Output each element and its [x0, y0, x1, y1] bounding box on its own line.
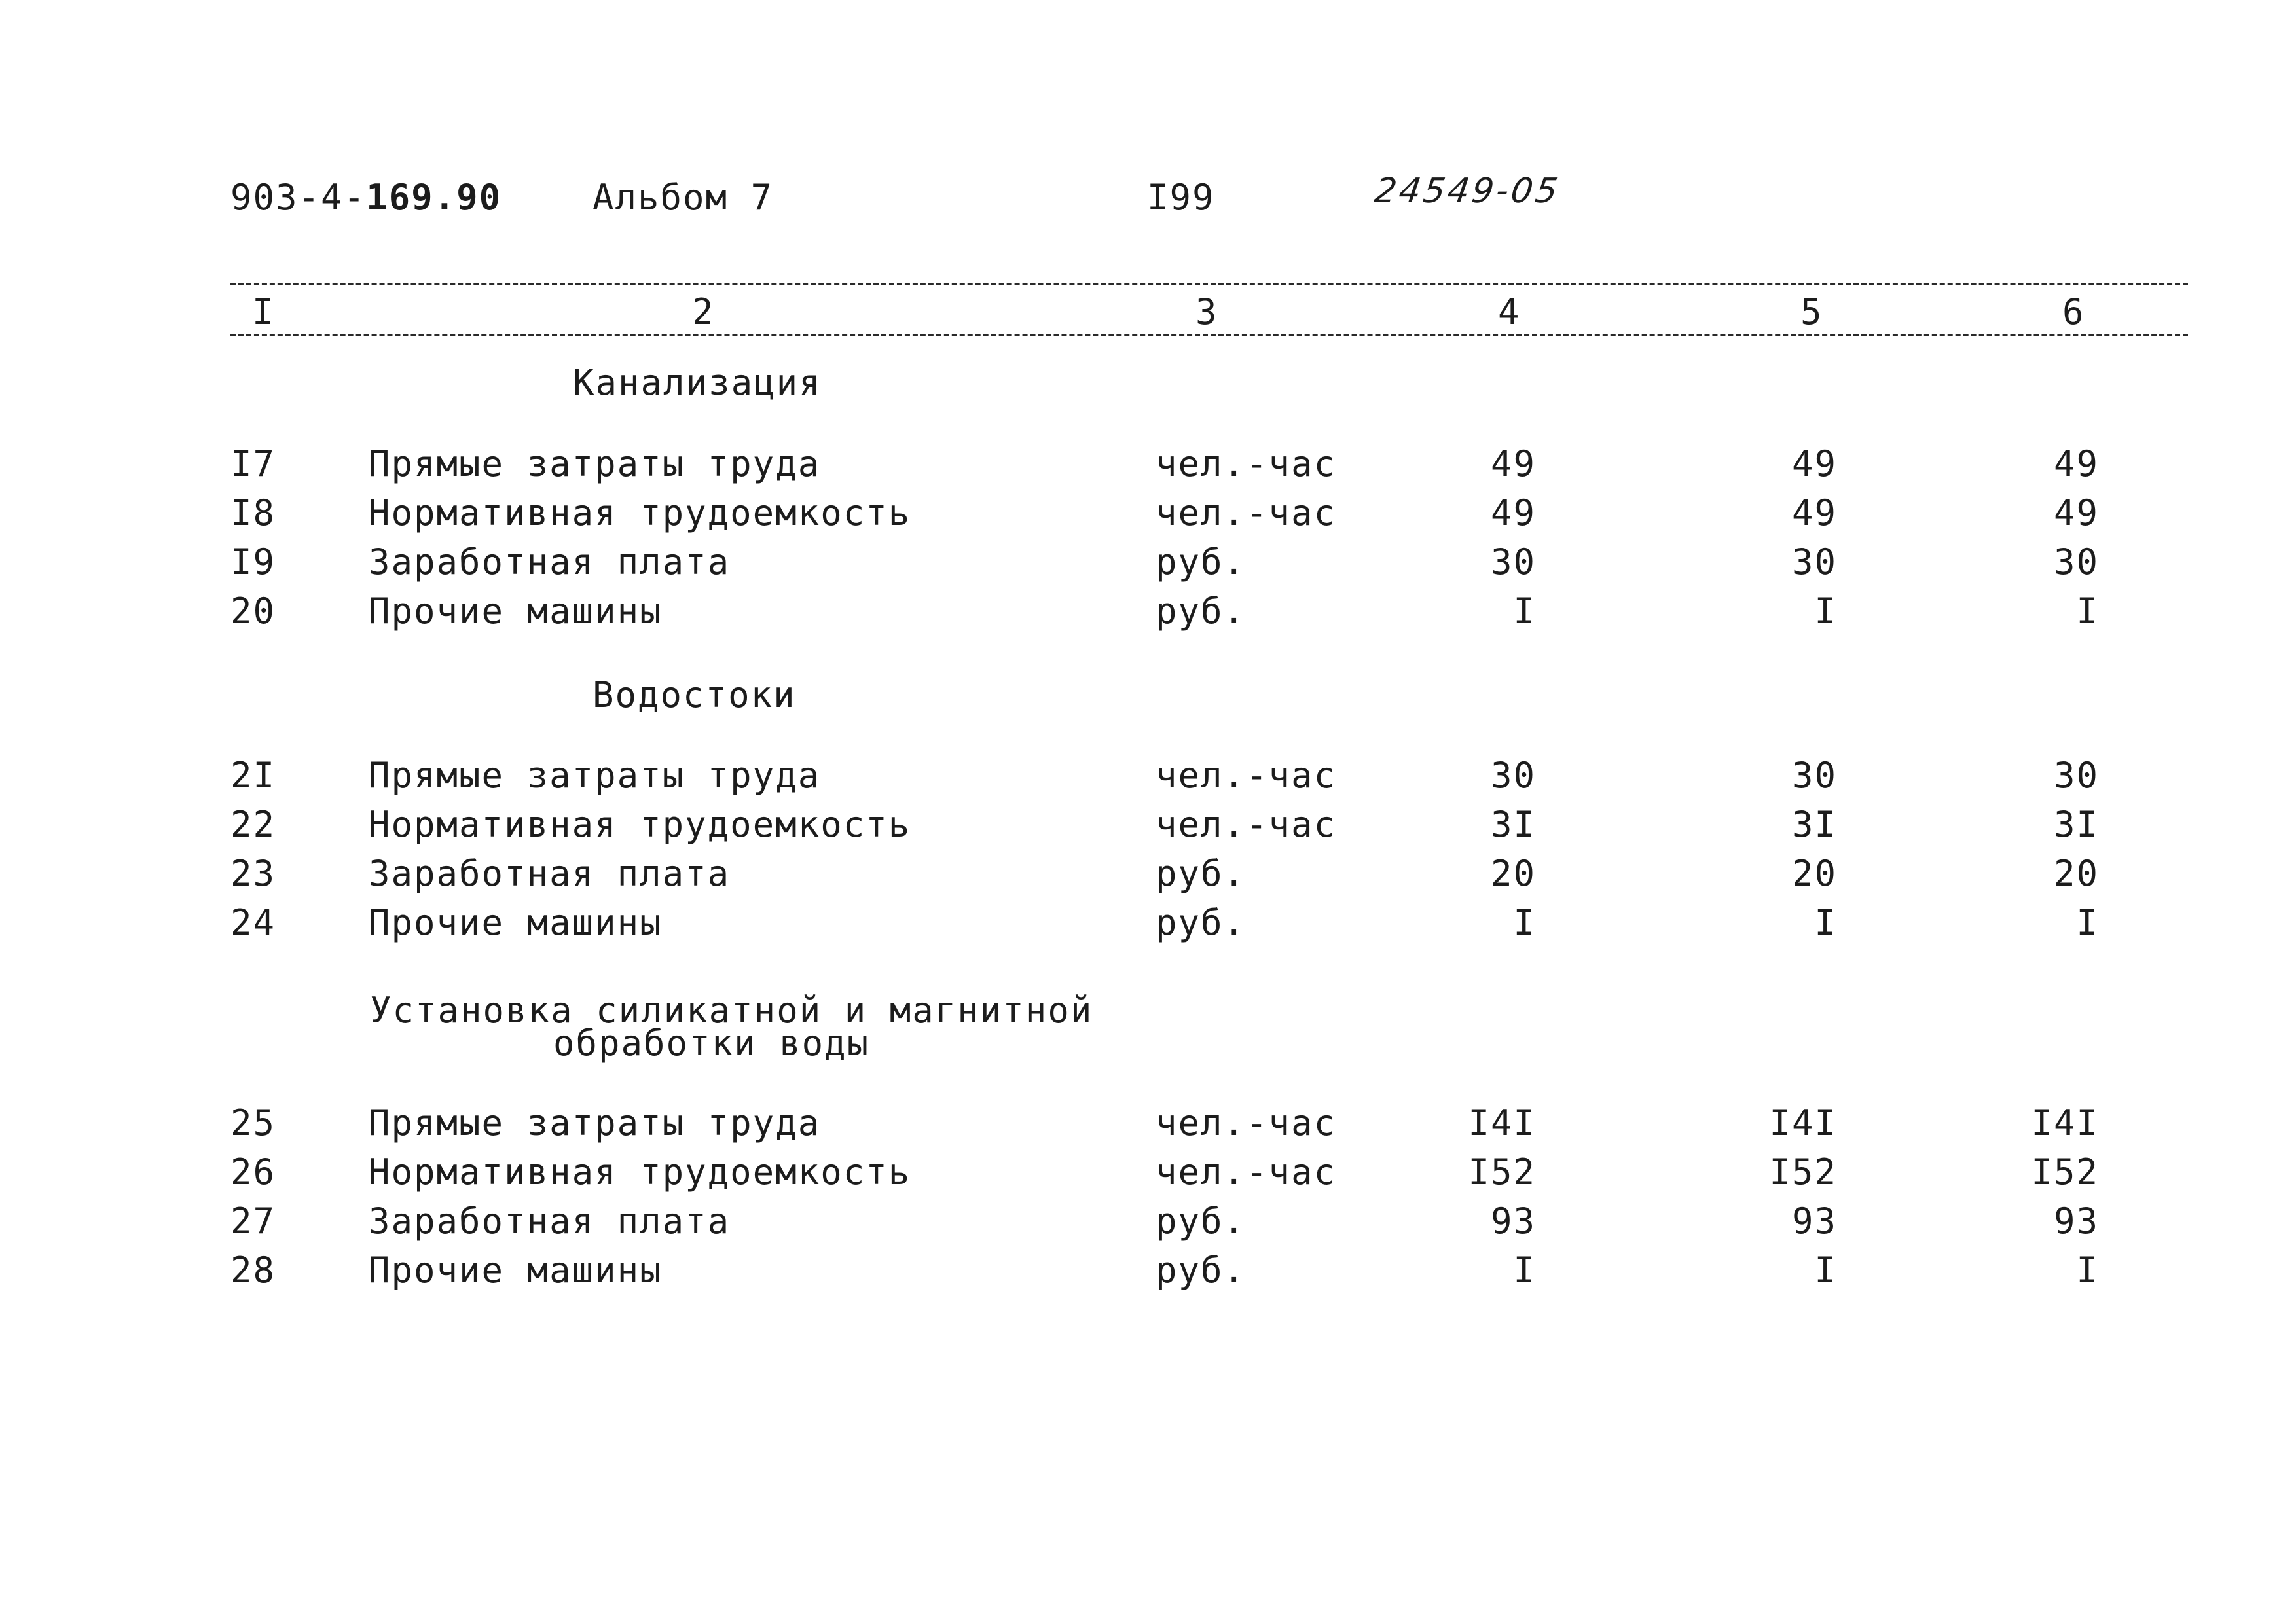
row-value-col5: 30: [1791, 541, 1837, 583]
row-number: I7: [230, 443, 276, 484]
document-code-number: 169.90: [366, 177, 502, 218]
row-value-col6: 3I: [2053, 804, 2099, 845]
row-value-col6: I52: [2031, 1151, 2099, 1193]
column-number-1: I: [252, 291, 274, 333]
row-value-col5: I: [1814, 590, 1837, 632]
row-value-col4: I52: [1468, 1151, 1536, 1193]
row-value-col4: 3I: [1490, 804, 1536, 845]
dashed-rule-bottom: [230, 334, 2188, 336]
row-value-col4: I: [1513, 590, 1536, 632]
row-value-col6: I: [2076, 1250, 2099, 1291]
column-number-5: 5: [1800, 291, 1822, 333]
section-title-water-treatment-line1: Установка силикатной и магнитной: [370, 990, 1093, 1031]
row-unit: руб.: [1156, 590, 1247, 632]
row-unit: чел.-час: [1156, 443, 1337, 484]
column-number-3: 3: [1195, 291, 1217, 333]
row-value-col6: 30: [2053, 541, 2099, 583]
row-value-col5: 3I: [1791, 804, 1837, 845]
row-unit: чел.-час: [1156, 1151, 1337, 1193]
row-number: 2I: [230, 755, 276, 796]
row-name: Нормативная трудоемкость: [369, 1151, 911, 1193]
row-name: Заработная плата: [369, 1200, 731, 1242]
row-name: Нормативная трудоемкость: [369, 492, 911, 533]
row-value-col6: 30: [2053, 755, 2099, 796]
row-value-col6: 49: [2053, 492, 2099, 533]
section-title-sewerage: Канализация: [573, 362, 822, 403]
row-number: 22: [230, 804, 276, 845]
row-name: Прямые затраты труда: [369, 1102, 821, 1144]
album-label: Альбом 7: [592, 177, 774, 218]
row-unit: чел.-час: [1156, 804, 1337, 845]
dashed-rule-top: [230, 283, 2188, 285]
row-value-col4: 49: [1490, 443, 1536, 484]
row-name: Прямые затраты труда: [369, 443, 821, 484]
row-number: I9: [230, 541, 276, 583]
row-value-col5: I52: [1769, 1151, 1837, 1193]
section-title-water-treatment-line2: обработки воды: [553, 1022, 870, 1064]
row-value-col4: I: [1513, 1250, 1536, 1291]
row-name: Прочие машины: [369, 590, 663, 632]
row-name: Нормативная трудоемкость: [369, 804, 911, 845]
row-value-col4: 30: [1490, 755, 1536, 796]
row-unit: чел.-час: [1156, 1102, 1337, 1144]
row-value-col4: 49: [1490, 492, 1536, 533]
row-value-col4: 20: [1490, 853, 1536, 894]
row-value-col4: 93: [1490, 1200, 1536, 1242]
row-unit: чел.-час: [1156, 492, 1337, 533]
row-value-col6: I: [2076, 902, 2099, 943]
row-unit: чел.-час: [1156, 755, 1337, 796]
row-value-col5: I: [1814, 1250, 1837, 1291]
row-name: Заработная плата: [369, 853, 731, 894]
column-number-2: 2: [692, 291, 714, 333]
row-unit: руб.: [1156, 1250, 1247, 1291]
row-value-col5: 49: [1791, 443, 1837, 484]
column-number-4: 4: [1498, 291, 1520, 333]
row-value-col6: I: [2076, 590, 2099, 632]
row-value-col6: I4I: [2031, 1102, 2099, 1144]
row-value-col5: I4I: [1769, 1102, 1837, 1144]
row-number: 23: [230, 853, 276, 894]
row-unit: руб.: [1156, 1200, 1247, 1242]
row-number: 28: [230, 1250, 276, 1291]
row-value-col6: 20: [2053, 853, 2099, 894]
row-value-col5: 20: [1791, 853, 1837, 894]
page-number: I99: [1147, 177, 1215, 218]
row-value-col6: 93: [2053, 1200, 2099, 1242]
row-value-col5: I: [1814, 902, 1837, 943]
section-title-drainage: Водостоки: [592, 674, 796, 715]
row-number: 25: [230, 1102, 276, 1144]
row-unit: руб.: [1156, 902, 1247, 943]
row-value-col4: I: [1513, 902, 1536, 943]
row-name: Прочие машины: [369, 1250, 663, 1291]
row-number: 20: [230, 590, 276, 632]
row-unit: руб.: [1156, 853, 1247, 894]
row-value-col6: 49: [2053, 443, 2099, 484]
row-number: 27: [230, 1200, 276, 1242]
row-unit: руб.: [1156, 541, 1247, 583]
row-name: Прочие машины: [369, 902, 663, 943]
row-value-col5: 93: [1791, 1200, 1837, 1242]
row-value-col4: 30: [1490, 541, 1536, 583]
row-name: Прямые затраты труда: [369, 755, 821, 796]
row-value-col5: 49: [1791, 492, 1837, 533]
row-value-col4: I4I: [1468, 1102, 1536, 1144]
row-number: 26: [230, 1151, 276, 1193]
row-number: 24: [230, 902, 276, 943]
row-name: Заработная плата: [369, 541, 731, 583]
document-code-prefix: 903-4-: [230, 177, 367, 218]
column-number-6: 6: [2062, 291, 2084, 333]
row-value-col5: 30: [1791, 755, 1837, 796]
document-code: [230, 177, 501, 218]
handwritten-reference: 24549-05: [1372, 171, 1563, 211]
row-number: I8: [230, 492, 276, 533]
